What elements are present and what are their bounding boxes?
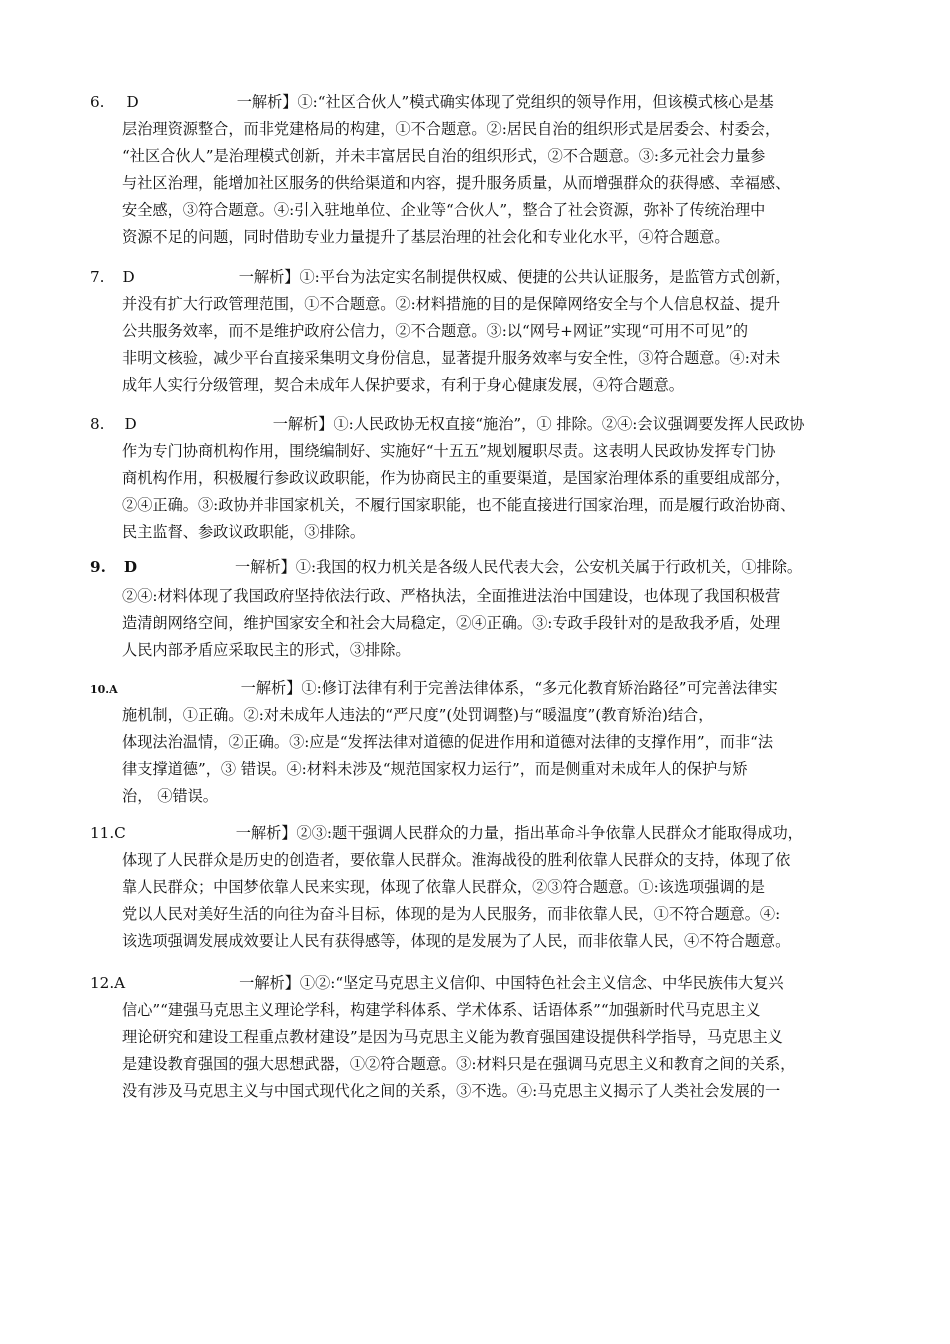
explanation-line: 施机制，①正确。②:对未成年人违法的“严尺度”(处罚调整)与“暖温度”(教育矫治)结合，	[122, 706, 714, 724]
analysis-marker: 一解析】	[240, 679, 302, 697]
question-number: 10.A	[90, 683, 118, 696]
explanation-line: ②④:材料体现了我国政府坚持依法行政、严格执法，全面推进法治中国建设，也体现了我国积极营	[122, 587, 781, 605]
explanation-line: ②③:题干强调人民群众的力量，指出革命斗争依靠人民群众才能取得成功，	[296, 824, 803, 842]
question-number: 8.	[90, 415, 105, 433]
question-number: 9.	[90, 558, 106, 576]
explanation-line: 并没有扩大行政管理范围，①不合题意。②:材料措施的目的是保障网络安全与个人信息权益、提升	[122, 295, 781, 313]
analysis-marker: 一解析】	[235, 824, 297, 842]
answer-item-11	[90, 820, 865, 955]
answer-item-8	[90, 411, 865, 546]
explanation-line: 民主监督、参政议政职能，③排除。	[122, 523, 365, 541]
explanation-line: 商机构作用，积极履行参政议政职能，作为协商民主的重要渠道，是国家治理体系的重要组成部分，	[122, 469, 791, 487]
explanation-line: 层治理资源整合，而非党建格局的构建，①不合题意。②:居民自治的组织形式是居委会、村委会，	[122, 120, 781, 138]
analysis-marker: 一解析】	[238, 268, 300, 286]
analysis-marker: 一解析】	[236, 93, 298, 111]
answer-letter: D	[126, 93, 139, 111]
explanation-line: 人民内部矛盾应采取民主的形式，③排除。	[122, 641, 411, 659]
answer-item-9	[90, 554, 865, 664]
explanation-line: ②④正确。③:政协并非国家机关，不履行国家职能，也不能直接进行国家治理，而是履行政治协商、	[122, 496, 796, 514]
explanation-line: 作为专门协商机构作用，围绕编制好、实施好“十五五”规划履职尽责。这表明人民政协发挥专门协	[122, 442, 776, 460]
explanation-line: 造清朗网络空间，维护国家安全和社会大局稳定，②④正确。③:专政手段针对的是敌我矛盾，处理	[122, 614, 781, 632]
answer-item-10	[90, 675, 865, 810]
analysis-marker: 一解析】	[235, 558, 296, 576]
explanation-line: 律支撑道德”，③ 错误。④:材料未涉及“规范国家权力运行”，而是侧重对未成年人的保护与矫	[122, 760, 748, 778]
question-number: 6.	[90, 93, 105, 111]
explanation-line: 党以人民对美好生活的向往为奋斗目标，体现的是为人民服务，而非依靠人民，①不符合题意。④:	[122, 905, 781, 923]
explanation-line: 资源不足的问题，同时借助专业力量提升了基层治理的社会化和专业化水平，④符合题意。	[122, 228, 730, 246]
explanation-line: ①:人民政协无权直接“施治”，① 排除。②④:会议强调要发挥人民政协	[333, 415, 805, 433]
explanation-line: ①:平台为法定实名制提供权威、便捷的公共认证服务，是监管方式创新，	[299, 268, 791, 286]
explanation-line: “社区合伙人”是治理模式创新，并未丰富居民自治的组织形式，②不合题意。③:多元社会力量参	[122, 147, 766, 165]
explanation-line: 靠人民群众；中国梦依靠人民来实现，体现了依靠人民群众，②③符合题意。①:该选项强调的是	[122, 878, 765, 896]
analysis-marker: 一解析】	[239, 974, 300, 992]
explanation-line: ①:我国的权力机关是各级人民代表大会，公安机关属于行政机关，①排除。	[295, 558, 803, 576]
answer-item-7	[90, 264, 865, 399]
explanation-line: 是建设教育强国的强大思想武器，①②符合题意。③:材料只是在强调马克思主义和教育之间的关系，	[122, 1055, 796, 1073]
analysis-marker: 一解析】	[272, 415, 334, 433]
answer-letter: D	[123, 558, 138, 576]
explanation-line: 体现了人民群众是历史的创造者，要依靠人民群众。淮海战役的胜利依靠人民群众的支持，体现了依	[122, 851, 791, 869]
explanation-line: 安全感，③符合题意。④:引入驻地单位、企业等“合伙人”，整合了社会资源，弥补了传统治理中	[122, 201, 766, 219]
explanation-line: 没有涉及马克思主义与中国式现代化之间的关系，③不选。④:马克思主义揭示了人类社会发展的一	[122, 1082, 781, 1100]
answer-item-6	[90, 89, 865, 251]
question-number: 12.A	[90, 974, 126, 992]
explanation-line: 信心”“建强马克思主义理论学科，构建学科体系、学术体系、话语体系”“加强新时代马克思主义	[122, 1001, 761, 1019]
answer-item-12	[90, 970, 865, 1105]
explanation-line: 与社区治理，能增加社区服务的供给渠道和内容，提升服务质量，从而增强群众的获得感、幸福感、	[122, 174, 791, 192]
explanation-line: 非明文核验，减少平台直接采集明文身份信息，显著提升服务效率与安全性，③符合题意。④:对未	[122, 349, 781, 367]
explanation-line: 该选项强调发展成效要让人民有获得感等，体现的是发展为了人民，而非依靠人民，④不符合题意。	[122, 932, 791, 950]
question-number: 7.	[90, 268, 105, 286]
explanation-line: 公共服务效率，而不是维护政府公信力，②不合题意。③:以“网号+网证”实现“可用不可见”的	[122, 322, 749, 340]
explanation-line: 体现法治温情，②正确。③:应是“发挥法律对道德的促进作用和道德对法律的支撑作用”，而非“法	[122, 733, 774, 751]
explanation-line: ①:“社区合伙人”模式确实体现了党组织的领导作用，但该模式核心是基	[297, 93, 774, 111]
explanation-line: ①②:“坚定马克思主义信仰、中国特色社会主义信念、中华民族伟大复兴	[299, 974, 784, 992]
answer-letter: D	[122, 268, 135, 286]
explanation-line: 成年人实行分级管理，契合未成年人保护要求，有利于身心健康发展，④符合题意。	[122, 376, 684, 394]
explanation-line: 治， ④错误。	[122, 787, 218, 805]
explanation-line: 理论研究和建设工程重点教材建设”是因为马克思主义能为教育强国建设提供科学指导，马克思主义	[122, 1028, 783, 1046]
explanation-line: ①:修订法律有利于完善法律体系，“多元化教育矫治路径”可完善法律实	[301, 679, 778, 697]
question-number: 11.C	[90, 824, 126, 842]
answer-letter: D	[124, 415, 137, 433]
